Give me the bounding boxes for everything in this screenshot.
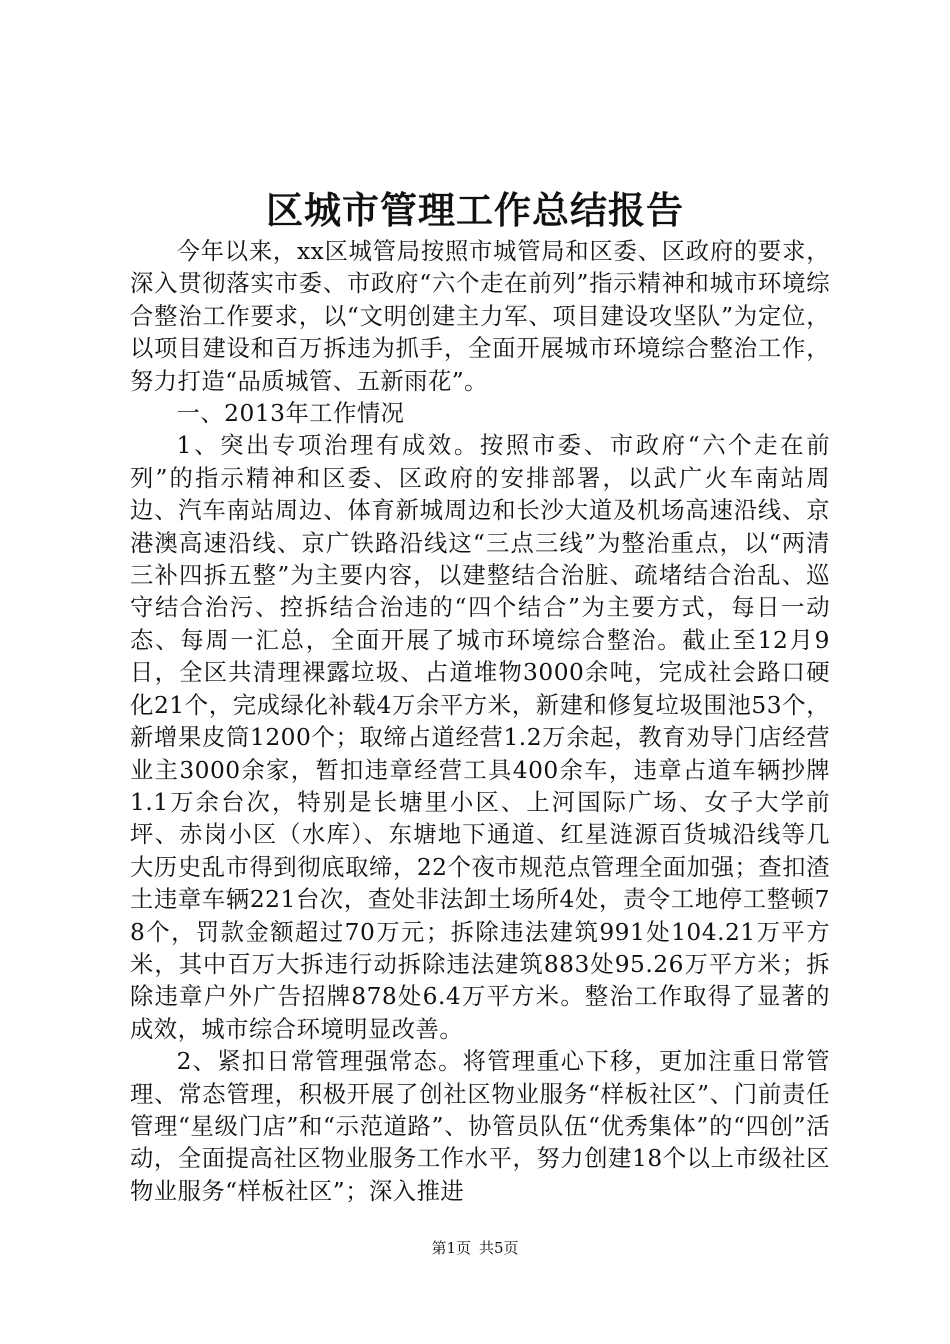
page-footer (0, 1238, 950, 1258)
intro-paragraph: 今年以来，xx区城管局按照市城管局和区委、区政府的要求，深入贯彻落实市委、市政府“六个走在前列”指示精神和城市环境综合整治工作要求，以“文明创建主力军、项目建设攻坚队”为定位，以项目建设和百万拆违为抓手，全面开展城市环境综合整治工作，努力打造“品质城管、五新雨花”。 (130, 238, 830, 395)
document-title: 区城市管理工作总结报告 (266, 188, 684, 232)
item-2-paragraph: 2、紧扣日常管理强常态。将管理重心下移，更加注重日常管理、常态管理，积极开展了创社区物业服务“样板社区”、门前责任管理“星级门店”和“示范道路”、协管员队伍“优秀集体”的“四创”活动，全面提高社区物业服务工作水平，努力创建18个以上市级社区物业服务“样板社区”；深入推进 (130, 1048, 830, 1205)
page-total: 共5页 (479, 1239, 519, 1257)
section-heading: 一、2013年工作情况 (176, 400, 405, 428)
document-body (130, 236, 830, 1208)
page-number: 第1页 (431, 1239, 471, 1257)
item-1-paragraph: 1、突出专项治理有成效。按照市委、市政府“六个走在前列”的指示精神和区委、区政府的安排部署，以武广火车南站周边、汽车南站周边、体育新城周边和长沙大道及机场高速沿线、京港澳高速沿线、京广铁路沿线这“三点三线”为整治重点，以“两清三补四拆五整”为主要内容，以建整结合治脏、疏堵结合治乱、巡守结合治污、控拆结合治违的“四个结合”为主要方式，每日一动态、每周一汇总，全面开展了城市环境综合整治。截止至12月9日，全区共清理裸露垃圾、占道堆物3000余吨，完成社会路口硬化21个，完成绿化补载4万余平方米，新建和修复垃圾围池53个，新增果皮筒1200个；取缔占道经营1.2万余起，教育劝导门店经营业主3000余家，暂扣违章经营工具400余车，违章占道车辆抄牌1.1万余台次，特别是长塘里小区、上河国际广场、女子大学前坪、赤岗小区（水库）、东塘地下通道、红星涟源百货城沿线等几大历史乱市得到彻底取缔，22个夜市规范点管理全面加强；查扣渣土违章车辆221台次，查处非法卸土场所4处，责令工地停工整顿78个，罚款金额超过70万元；拆除违法建筑991处104.21万平方米，其中百万大拆违行动拆除违法建筑883处95.26万平方米；拆除违章户外广告招牌878处6.4万平方米。整治工作取得了显著的成效，城市综合环境明显改善。 (130, 432, 830, 1043)
